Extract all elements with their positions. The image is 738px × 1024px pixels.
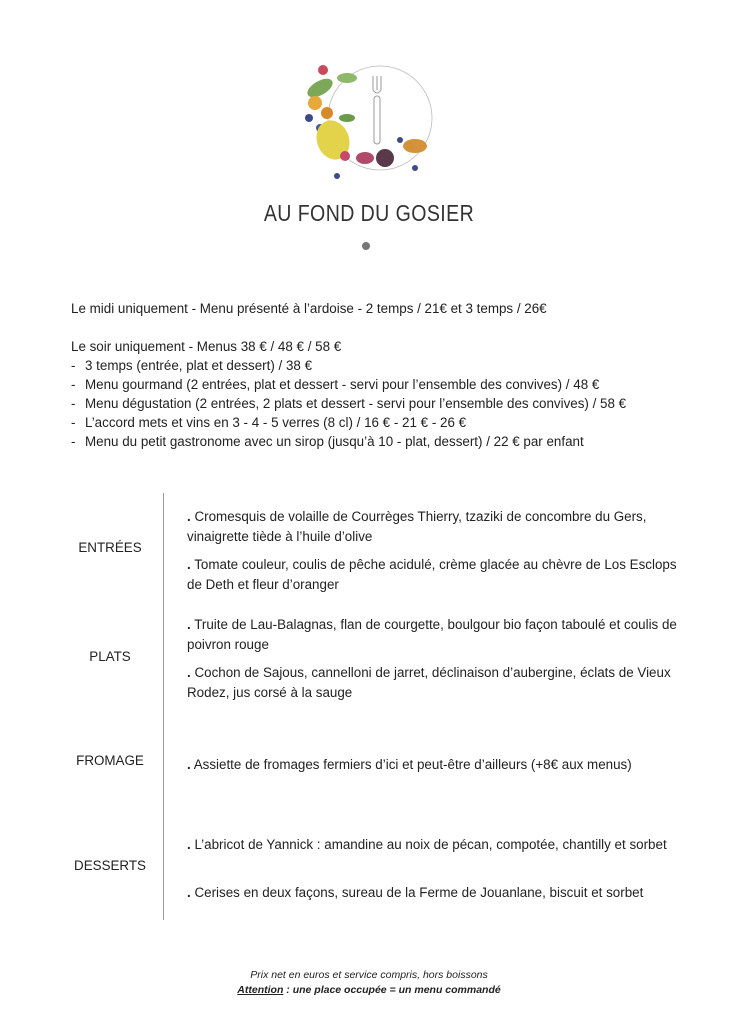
bullet: . xyxy=(187,665,191,680)
section-label-entrees: ENTRÉES xyxy=(78,540,142,555)
price-note: Prix net en euros et service compris, hors boissons xyxy=(250,969,488,981)
bullet: . xyxy=(187,509,191,524)
dinner-option-text: Menu gourmand (2 entrées, plat et dessert - servi pour l’ensemble des convives) / 48 € xyxy=(85,377,600,392)
menu-item-text: Tomate couleur, coulis de pêche acidulé, crème glacée au chèvre de Los Esclops de Deth et fleur d’oranger xyxy=(187,557,677,592)
title-dot-ornament xyxy=(362,242,370,250)
menu-item-text: L’abricot de Yannick : amandine au noix de pécan, compotée, chantilly et sorbet xyxy=(194,837,667,852)
menu-item-text: Cochon de Sajous, cannelloni de jarret, déclinaison d’aubergine, éclats de Vieux Rodez, jus corsé à la sauge xyxy=(187,665,671,700)
lunch-menu-info: Le midi uniquement - Menu présenté à l’ardoise - 2 temps / 21€ et 3 temps / 26€ xyxy=(71,301,547,316)
dash-bullet: - xyxy=(71,396,76,411)
section-label-fromage: FROMAGE xyxy=(76,753,144,768)
fork-icon xyxy=(373,76,381,144)
bullet: . xyxy=(187,837,191,852)
section-label-plats: PLATS xyxy=(89,649,131,664)
menu-item-text: Assiette de fromages fermiers d’ici et peut-être d’ailleurs (+8€ aux menus) xyxy=(193,757,632,772)
bullet: . xyxy=(187,617,191,632)
restaurant-logo-illustration xyxy=(285,58,455,188)
dash-bullet: - xyxy=(71,358,76,373)
menu-item-text: Cromesquis de volaille de Courrèges Thierry, tzaziki de concombre du Gers, vinaigrette tiède à l’huile d’olive xyxy=(187,509,647,544)
menu-item xyxy=(187,663,677,703)
dinner-option xyxy=(71,356,626,375)
bullet: . xyxy=(187,757,191,772)
dinner-option-text: Menu dégustation (2 entrées, 2 plats et dessert - servi pour l’ensemble des convives) / 58 € xyxy=(85,396,627,411)
dinner-option-text: Menu du petit gastronome avec un sirop (jusqu’à 10 - plat, dessert) / 22 € par enfant xyxy=(85,434,584,449)
section-label-desserts: DESSERTS xyxy=(74,858,146,873)
bullet: . xyxy=(187,885,191,900)
menu-item-text: Truite de Lau-Balagnas, flan de courgette, boulgour bio façon taboulé et coulis de poivron rouge xyxy=(187,617,677,652)
dinner-option-text: L’accord mets et vins en 3 - 4 - 5 verres (8 cl) / 16 € - 21 € - 26 € xyxy=(85,415,467,430)
dinner-option xyxy=(71,394,626,413)
menu-item xyxy=(187,555,677,595)
dinner-menu-heading: Le soir uniquement - Menus 38 € / 48 € / 58 € xyxy=(71,339,342,354)
dinner-option xyxy=(71,432,626,451)
section-divider-line xyxy=(163,493,164,920)
dash-bullet: - xyxy=(71,434,76,449)
menu-item xyxy=(187,615,677,655)
dinner-option xyxy=(71,413,626,432)
dinner-menu-info xyxy=(71,337,626,451)
menu-item xyxy=(187,835,677,855)
dash-bullet: - xyxy=(71,377,76,392)
attention-note xyxy=(0,983,738,998)
attention-text: : une place occupée = un menu commandé xyxy=(283,984,501,996)
dinner-option-text: 3 temps (entrée, plat et dessert) / 38 € xyxy=(85,358,313,373)
attention-label: Attention xyxy=(237,984,284,996)
menu-item-text: Cerises en deux façons, sureau de la Ferme de Jouanlane, biscuit et sorbet xyxy=(194,885,644,900)
bullet: . xyxy=(187,557,191,572)
menu-item xyxy=(187,883,677,903)
menu-item xyxy=(187,755,677,775)
menu-item xyxy=(187,507,677,547)
dinner-option xyxy=(71,375,626,394)
dash-bullet: - xyxy=(71,415,76,430)
footer xyxy=(0,968,738,998)
restaurant-name: AU FOND DU GOSIER xyxy=(263,200,475,226)
